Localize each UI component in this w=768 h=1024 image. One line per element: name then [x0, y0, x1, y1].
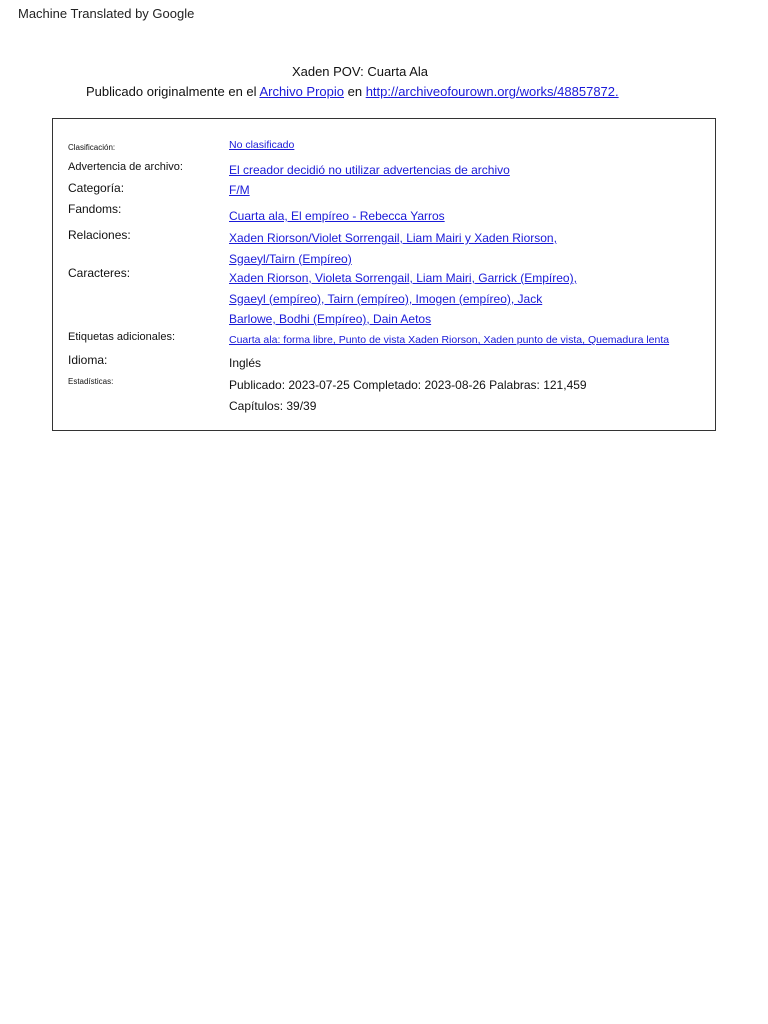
character-link[interactable]: Barlowe, Bodhi (Empíreo), Dain Aetos — [229, 312, 432, 326]
character-link[interactable]: Sgaeyl (empíreo), Tairn (empíreo), Imogen (empíreo), Jack — [229, 291, 543, 306]
warning-link[interactable]: El creador decidió no utilizar advertencias de archivo — [229, 163, 510, 177]
stats-chapters-line: Capítulos: 39/39 — [229, 398, 317, 413]
work-metadata-box — [52, 118, 716, 431]
posted-prefix: Publicado originalmente en el — [86, 84, 260, 99]
additional-tags-link[interactable]: Cuarta ala: forma libre, Punto de vista Xaden Riorson, Xaden punto de vista, Quemadura lenta — [229, 334, 670, 346]
posted-mid: en — [344, 84, 366, 99]
relationship-link[interactable]: Sgaeyl/Tairn (Empíreo) — [229, 251, 352, 266]
rating-link[interactable]: No clasificado — [229, 139, 295, 151]
rating-label: Clasificación: — [68, 143, 116, 152]
additional-tags-label: Etiquetas adicionales: — [68, 331, 176, 343]
stats-label: Estadísticas: — [68, 377, 114, 386]
machine-translation-banner: Machine Translated by Google — [18, 6, 195, 21]
fandom-link[interactable]: Cuarta ala, El empíreo - Rebecca Yarros — [229, 209, 445, 223]
archive-link[interactable]: Archivo Propio — [259, 84, 344, 99]
category-label: Categoría: — [68, 181, 125, 195]
category-link[interactable]: F/M — [229, 183, 250, 197]
characters-label: Caracteres: — [68, 266, 131, 280]
character-link[interactable]: Xaden Riorson, Violeta Sorrengail, Liam Mairi, Garrick (Empíreo), — [229, 271, 577, 285]
warning-label: Advertencia de archivo: — [68, 161, 183, 173]
posted-originally-line — [86, 84, 619, 99]
stats-published-line: Publicado: 2023-07-25 Completado: 2023-08-26 Palabras: 121,459 — [229, 378, 587, 392]
work-title: Xaden POV: Cuarta Ala — [291, 64, 429, 79]
relationships-label: Relaciones: — [68, 228, 131, 242]
relationship-link[interactable]: Xaden Riorson/Violet Sorrengail, Liam Mairi y Xaden Riorson, — [229, 231, 557, 245]
language-value: Inglés — [229, 356, 262, 370]
work-url-link[interactable]: http://archiveofourown.org/works/48857872. — [365, 84, 619, 99]
fandom-label: Fandoms: — [68, 202, 122, 216]
language-label: Idioma: — [68, 353, 108, 367]
